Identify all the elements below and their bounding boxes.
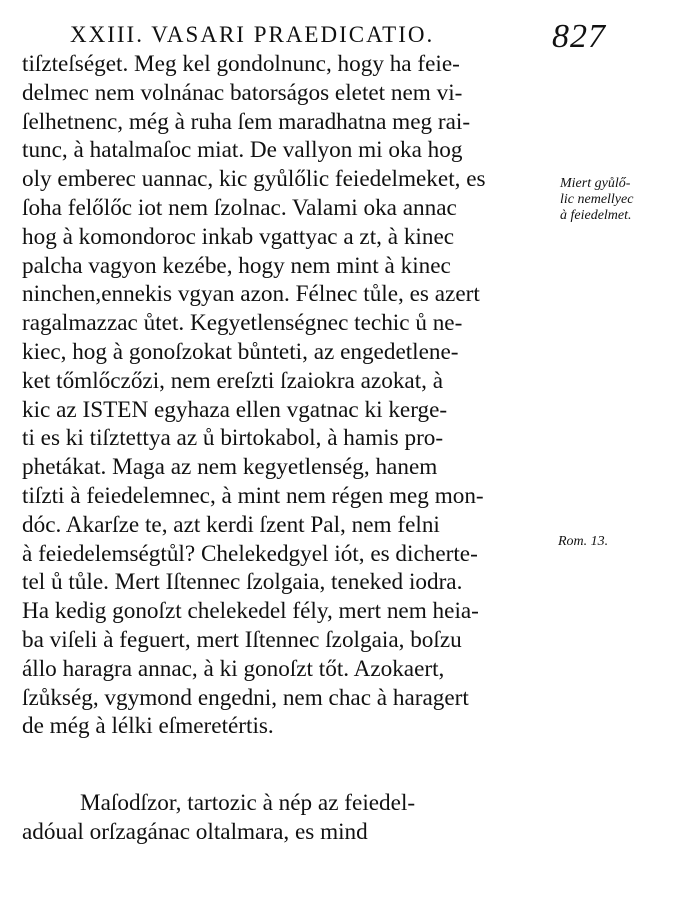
text-line: ket tőmlőczőzi, nem ereſzti ſzaiokra azokat, à: [22, 367, 444, 394]
text-line: kiec, hog à gonoſzokat bůnteti, az engedetlene-: [22, 338, 459, 365]
text-line: tel ů tůle. Mert Iſtennec ſzolgaia, teneked iodra.: [22, 569, 463, 596]
page-number: 827: [552, 18, 606, 55]
text-line: oly emberec uannac, kic gyůlőlic feiedelmeket, es: [22, 166, 486, 193]
text-block: [22, 50, 557, 847]
text-line: kic az ISTEN egyhaza ellen vgatnac ki kerge-: [22, 396, 448, 423]
margin-note-line: à feiedelmet.: [560, 208, 632, 223]
paragraph-gap: [22, 741, 557, 789]
margin-note-line: lic nemellyec: [560, 192, 634, 207]
text-line: à feiedelemségtůl? Chelekedgyel iót, es dicherte-: [22, 540, 478, 567]
text-line: ragalmazzac ůtet. Kegyetlenségnec techic ů ne-: [22, 310, 463, 337]
text-line: állo haragra annac, à ki gonoſzt tőt. Azokaert,: [22, 655, 445, 682]
text-line: de még à lélki eſmeretértis.: [22, 713, 274, 740]
text-line: tiſzteſséget. Meg kel gondolnunc, hogy ha feie-: [22, 51, 460, 77]
margin-note-reference: Rom. 13.: [558, 534, 609, 549]
text-line: phetákat. Maga az nem kegyetlenség, hanem: [22, 454, 438, 481]
running-title: XXIII. VASARI PRAEDICATIO.: [70, 22, 435, 47]
text-line: ba viſeli à feguert, mert Iſtennec ſzolgaia, boſzu: [22, 626, 462, 653]
text-line: tiſzti à feiedelemnec, à mint nem régen meg mon-: [22, 482, 484, 509]
text-line: delmec nem volnánac batorságos eletet nem vi-: [22, 79, 463, 106]
running-header: [70, 18, 606, 55]
text-line: tunc, à hatalmaſoc miat. De vallyon mi oka hog: [22, 137, 463, 164]
margin-note-line: Miert gyůlő-: [560, 176, 631, 191]
text-line: ninchen,ennekis vgyan azon. Félnec tůle, es azert: [22, 281, 480, 308]
margin-note: [560, 176, 633, 224]
text-line: ſoha felőlőc iot nem ſzolnac. Valami oka annac: [22, 194, 457, 221]
text-line: Maſodſzor, tartozic à nép az feiedel-: [80, 790, 416, 817]
text-line: adóual orſzagánac oltalmara, es mind: [22, 818, 368, 845]
text-line: palcha vagyon kezébe, hogy nem mint à kinec: [22, 252, 451, 279]
text-line: hog à komondoroc inkab vgattyac a zt, à kinec: [22, 223, 455, 250]
text-line: ſelhetnenc, még à ruha ſem maradhatna meg rai-: [22, 108, 471, 135]
text-line: dóc. Akarſze te, azt kerdi ſzent Pal, nem felni: [22, 511, 440, 538]
text-line: Ha kedig gonoſzt chelekedel fély, mert nem heia-: [22, 598, 479, 625]
text-line: ſzůkség, vgymond engedni, nem chac à haragert: [22, 684, 469, 711]
text-line: ti es ki tiſztettya az ů birtokabol, à hamis pro-: [22, 425, 444, 452]
